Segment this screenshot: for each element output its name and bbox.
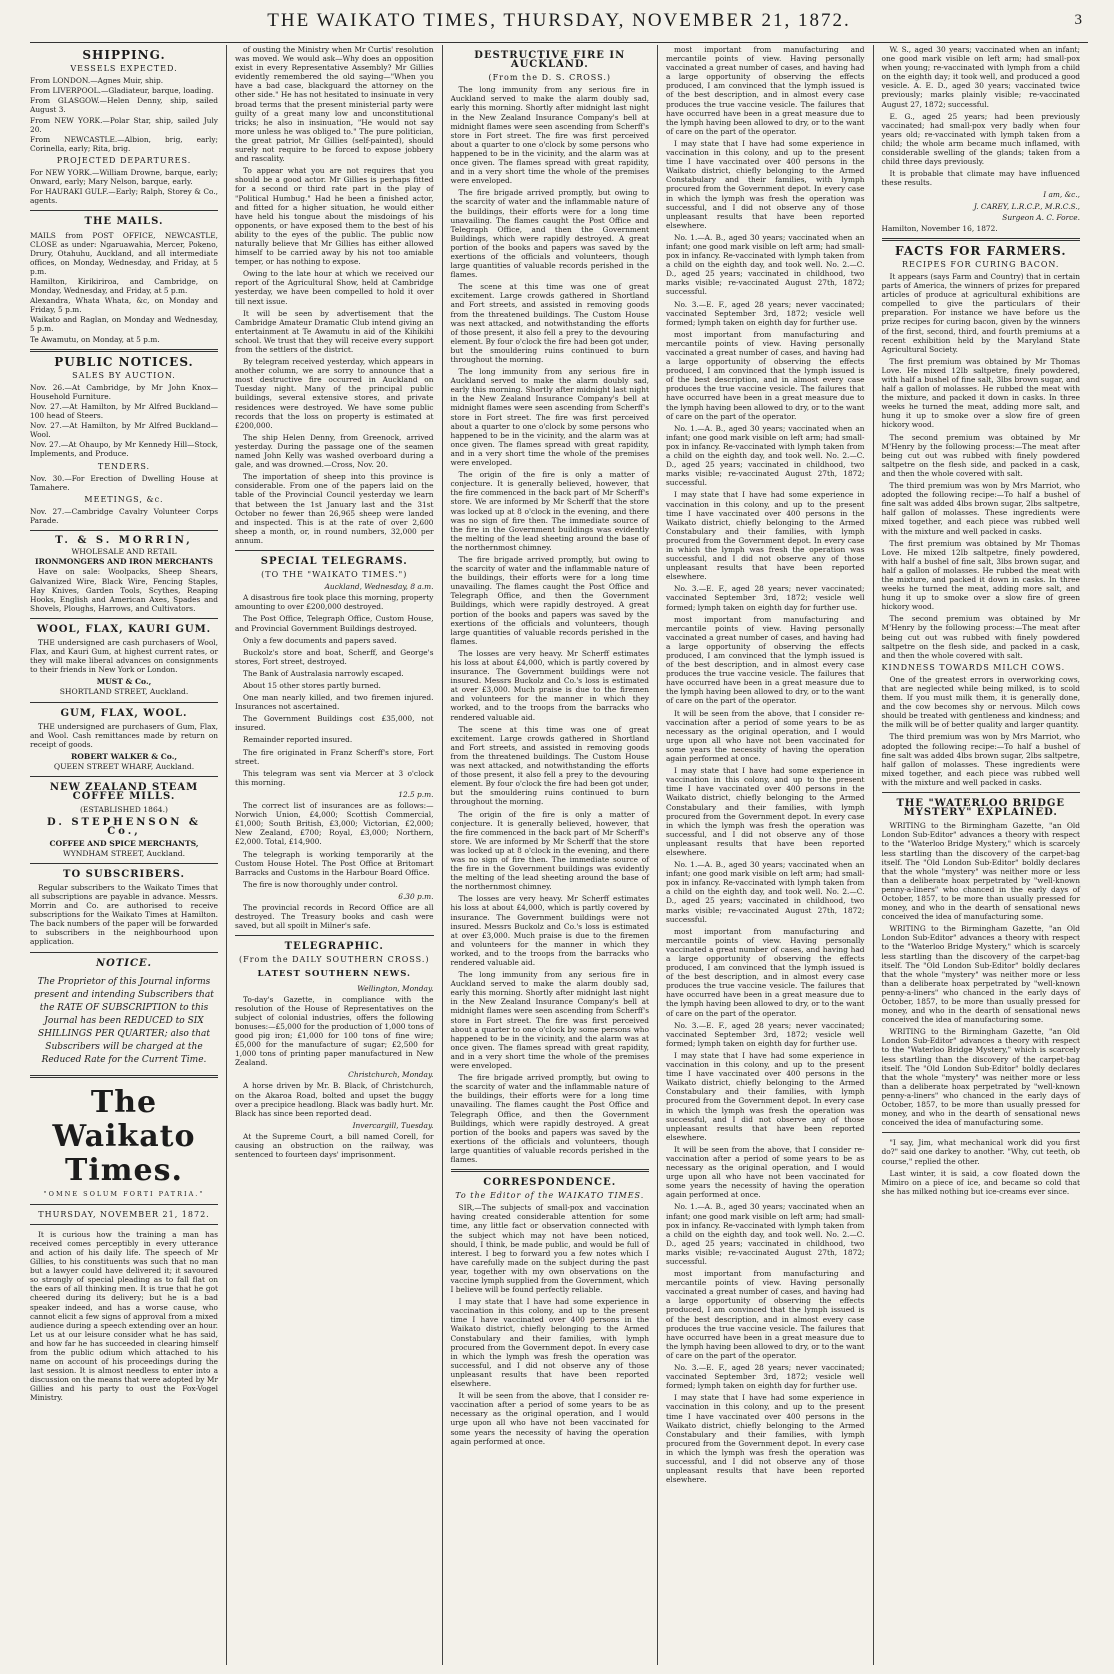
signature-date: Hamilton, November 16, 1872.	[881, 223, 998, 233]
news-place: Invercargill, Tuesday.	[352, 1120, 434, 1130]
divider	[30, 1204, 218, 1205]
columns	[30, 45, 1088, 1665]
telegram-line: Only a few documents and papers saved.	[243, 635, 397, 645]
vessels-expected-heading: VESSELS EXPECTED.	[70, 64, 178, 74]
column-5	[873, 45, 1089, 1665]
signature-title: Surgeon A. C. Force.	[1002, 212, 1080, 222]
dateline: THURSDAY, NOVEMBER 21, 1872.	[38, 1209, 210, 1219]
recipes-heading: RECIPES FOR CURING BACON.	[902, 259, 1060, 269]
divider	[882, 792, 1081, 793]
article-paragraph: The ship Helen Denny, from Greenock, arrived yesterday. During the passage one of the seamen named John Kelly was washed overboard during a gale, and was drowned.—Cross, Nov. 20.	[235, 432, 434, 470]
divider	[30, 952, 218, 953]
article-paragraph: It will be seen by advertisement that the Cambridge Amateur Dramatic Club intend giving an entertainment at Te Awamutu in aid of the Kihikihi school. We trust that they will receive every support from the settlers of the district.	[235, 308, 434, 354]
article-paragraph: To appear what you are not requires that you should be a good actor. Mr Gillies is perhaps fitted for a second or third rate part in the play of "Political Humbug." Had he been a finished actor, and fitted for a higher situation, he would either have held his tongue about the misdoings of his opponents, or have exposed them to the best of his ability to the eyes of the public. The public now naturally believe that Mr Gillies has either allowed himself to be carried away by his not too amiable temper, or has nothing to expose.	[235, 166, 434, 267]
article-paragraph: The fire brigade arrived promptly, but owing to the scarcity of water and the inflammable nature of the buildings, their efforts were for a long time unavailing. The flames caught the Post Office and Telegraph Office, and then the Government Buildings, which were rapidly destroyed. A great portion of the books and papers was saved by the exertions of the officials and volunteers, though large quantities of valuable records perished in the flames.	[450, 1073, 649, 1164]
letter-paragraph: No. 3.—E. F., aged 28 years; never vaccinated; vaccinated September 3rd, 1872; vesicle well formed; lymph taken on eighth day for further use.	[666, 299, 865, 327]
letter-paragraph: I may state that I have had some experience in vaccination in this colony, and up to the present time I have vaccinated over 400 persons in the Waikato district, chiefly belonging to the Armed Constabulary and their families, with lymph procured from the Government depot. In every case in which the lymph was fresh the operation was successful, and I did not observe any of those unpleasant results that have been reported elsewhere.	[666, 766, 865, 857]
letter-paragraph: most important from manufacturing and mercantile points of view. Having personally vaccinated a great number of cases, and having had a large opportunity of observing the effects produced, I am convinced that the lymph issued is of the best description, and in almost every case produces the true vaccine vesicle. The failures that have occurred have been in a great measure due to the lymph having been allowed to dry, or to the want of care on the part of the operator.	[666, 614, 865, 706]
article-paragraph: The first premium was obtained by Mr Thomas Love. He mixed 12lb saltpetre, finely powdered, with half a bushel of fine salt, 3lbs brown sugar, and half a gallon of molasses. He rubbed the meat with the mixture, and packed it down in casks. In three weeks he turned the meat, adding more salt, and hung it up to smoke over a slow fire of green hickory wood.	[881, 538, 1080, 612]
gum-heading: GUM, FLAX, WOOL.	[60, 707, 188, 719]
article-paragraph: The importation of sheep into this province is considerable. From one of the papers laid on the table of the Provincial Council yesterday we learn that between the 1st January last and the 31st October no fewer than 26,965 sheep were landed and inspected. This is at the rate of over 2,600 sheep a month, or, in round numbers, 32,000 per annum.	[235, 472, 434, 545]
letter-paragraph: No. 3.—E. F., aged 28 years; never vaccinated; vaccinated September 3rd, 1872; vesicle well formed; lymph taken on eighth day for further use.	[666, 1363, 865, 1391]
telegram-line: The fire is now thoroughly under control.	[243, 879, 398, 889]
telegram-time: 12.5 p.m.	[398, 789, 434, 799]
subscribers-body: Regular subscribers to the Waikato Times that all subscriptions are payable in advance. Messrs. Morrin and Co. are authorised to receive subscriptions for the Waikato Times at Hamilton. The back numbers of the paper will be forwarded to subscribers in the neighbourhood upon application.	[30, 882, 218, 947]
paper-motto: "OMNE SOLUM FORTI PATRIA."	[43, 1189, 205, 1198]
letter-paragraph: most important from manufacturing and mercantile points of view. Having personally vaccinated a great number of cases, and having had a large opportunity of observing the effects produced, I am convinced that the lymph issued is of the best description, and in almost every case produces the true vaccine vesicle. The failures that have occurred have been in a great measure due to the lymph having been allowed to dry, or to the want of care on the part of the operator.	[666, 926, 865, 1018]
telegram-line: The provincial records in Record Office are all destroyed. The Treasury books and cash were saved, but all spoilt in Milner's safe.	[235, 902, 434, 931]
gum-firm: ROBERT WALKER & Co.,	[71, 751, 177, 761]
article-paragraph: The long immunity from any serious fire in Auckland served to make the alarm doubly sad, early this morning. Shortly after midnight last night in the New Zealand Insurance Company's bell at midnight flames were seen ascending from Scherff's store in Fort street. The fire was first perceived about a quarter to one o'clock by some persons who happened to be in the vicinity, and the alarm was at once given. The flames spread with great rapidity, and in a very short time the whole of the premises were enveloped.	[450, 85, 649, 186]
list-item: MAILS from POST OFFICE, NEWCASTLE, CLOSE as under: Ngaruawahia, Mercer, Pokeno, Drury, Otahuhu, Auckland, and all intermediate offices, on Monday, Wednesday, and Friday, at 5 p.m.	[30, 230, 218, 276]
article-paragraph: By telegram received yesterday, which appears in another column, we are sorry to announce that a most destructive fire occurred in Auckland on Tuesday night. Many of the principal public buildings, several extensive stores, and private residences were destroyed. We have some public records that the loss on property is estimated at £200,000.	[235, 357, 434, 430]
masthead-rule	[30, 42, 1088, 43]
divider	[882, 238, 1081, 241]
coffee-heading: NEW ZEALAND STEAM COFFEE MILLS.	[49, 782, 199, 803]
letter-paragraph: E. G., aged 25 years; had been previously vaccinated; had small-pox very badly when four years old; re-vaccinated with lymph taken from a child; the whole arm became much inflamed, with considerable swelling of the glands; taken from a child three days previously.	[881, 111, 1080, 167]
telegram-line: The Post Office, Telegraph Office, Custom House, and Provincial Government Buildings destroyed.	[235, 614, 434, 633]
coffee-established: (ESTABLISHED 1864.)	[79, 805, 169, 815]
letter-paragraph: It will be seen from the above, that I consider re-vaccination after a period of some years to be as necessary as the original operation, and I would urge upon all who have not been vaccinated for some years the necessity of having the operation again performed at once.	[666, 1144, 865, 1200]
article-paragraph: Owing to the late hour at which we received our report of the Agricultural Show, held at Cambridge yesterday, we have been compelled to hold it over till next issue.	[235, 269, 434, 306]
telegram-line: This telegram was sent via Mercer at 3 o'clock this morning.	[235, 768, 434, 787]
correspondence-heading: CORRESPONDENCE.	[483, 1177, 617, 1189]
mails-heading: THE MAILS.	[84, 216, 164, 228]
letter-paragraph: I may state that I have had some experience in vaccination in this colony, and up to the present time I have vaccinated over 400 persons in the Waikato district, chiefly belonging to the Armed Constabulary and their families, with lymph procured from the Government depot. In every case in which the lymph was fresh the operation was successful, and I did not observe any of those unpleasant results that have been reported elsewhere.	[666, 138, 865, 230]
departures-list	[30, 168, 218, 205]
fire-source: (From the D. S. CROSS.)	[488, 73, 611, 83]
divider	[30, 863, 218, 864]
paper-title: The Waikato Times.	[52, 1084, 196, 1188]
article-paragraph: The losses are very heavy. Mr Scherff estimates his loss at about £4,000, which is partly covered by insurance. The Government buildings were not insured. Messrs Buckolz and Co.'s loss is estimated at over £3,000. Much praise is due to the firemen and volunteers for the manner in which they worked, and to the troops from the barracks who rendered valuable aid.	[450, 894, 649, 967]
morrin-trade: IRONMONGERS AND IRON MERCHANTS	[35, 557, 213, 567]
wool-address: SHORTLAND STREET, Auckland.	[59, 687, 189, 697]
morrin-body: Have on sale: Woolpacks, Sheep Shears, Galvanized Wire, Black Wire, Fencing Staples, Hay Knives, Garden Tools, Scythes, Reaping Hooks, English and American Axes, Spades and Shovels, Ploughs, Harrows, and Cultivators.	[30, 567, 218, 613]
article-paragraph: WRITING to the Birmingham Gazette, "an Old London Sub-Editor" advances a theory with respect to the "Waterloo Bridge Mystery," which is scarcely less startling than the discovery of the carpet-bag itself. The "Old London Sub-Editor" boldly declares that the whole "mystery" was neither more or less than a deliberate hoax perpetrated by "well-known penny-a-liners" who chanced in the early days of October, 1857, to be more than usually pressed for money, and who in the dearth of sensational news conceived the idea of manufacturing some.	[881, 821, 1080, 922]
article-paragraph: The losses are very heavy. Mr Scherff estimates his loss at about £4,000, which is partly covered by insurance. The Government buildings were not insured. Messrs Buckolz and Co.'s loss is estimated at over £3,000. Much praise is due to the firemen and volunteers for the manner in which they worked, and to the troops from the barracks who rendered valuable aid.	[450, 648, 649, 722]
letter-paragraph: It will be seen from the above, that I consider re-vaccination after a period of some years to be as necessary as the original operation, and I would urge upon all who have not been vaccinated for some years the necessity of having the operation again performed at once.	[666, 708, 865, 764]
latest-news-heading: LATEST SOUTHERN NEWS.	[257, 969, 411, 980]
article-paragraph: The origin of the fire is only a matter of conjecture. It is generally believed, however, that the fire commenced in the back part of Mr Scherff's store. We are informed by Mr Scherff that the store was locked up at 8 o'clock in the evening, and there was no sign of fire then. The immediate source of the fire in the Government buildings was evidently the melting of the lead sheeting around the base of the northernmost chimney.	[450, 809, 649, 892]
article-paragraph: The origin of the fire is only a matter of conjecture. It is generally believed, however, that the fire commenced in the back part of Mr Scherff's store. We are informed by Mr Scherff that the store was locked up at 8 o'clock in the evening, and there was no sign of fire then. The immediate source of the fire in the Government buildings was evidently the melting of the lead sheeting around the base of the northernmost chimney.	[450, 470, 649, 552]
coffee-firm: D. STEPHENSON & Co.,	[47, 817, 201, 838]
article-paragraph: The scene at this time was one of great excitement. Large crowds gathered in Shortland and Fort streets, and assisted in removing goods from the threatened buildings. The Custom House was next attacked, and notwithstanding the efforts of those present, it also fell a prey to the devouring element. By four o'clock the fire had been got under, but the smouldering ruins continued to burn throughout the morning.	[450, 282, 649, 364]
telegram-line: The Government Buildings cost £35,000, not insured.	[235, 714, 434, 733]
letter-paragraph: No. 1.—A. B., aged 30 years; vaccinated when an infant; one good mark visible on left arm; had small-pox in infancy. Re-vaccinated with lymph taken from a child on the eighth day, and took well. No. 2.—C. D., aged 25 years; vaccinated in childhood, two marks visible; re-vaccinated August 27th, 1872; successful.	[666, 1202, 865, 1266]
article-paragraph: The fire brigade arrived promptly, but owing to the scarcity of water and the inflammable nature of the buildings, their efforts were for a long time unavailing. The flames caught the Post Office and Telegraph Office, and then the Government Buildings, which were rapidly destroyed. A great portion of the books and papers was saved by the exertions of the officials and volunteers, though large quantities of valuable records perished in the flames.	[450, 554, 649, 646]
telegram-dateline: Auckland, Wednesday, 8 a.m.	[324, 582, 434, 592]
divider	[30, 618, 218, 619]
telegrams-subheading: (TO THE "WAIKATO TIMES.")	[261, 570, 408, 580]
news-paragraph: A horse driven by Mr. B. Black, of Christchurch, on the Akaroa Road, bolted and upset the buggy over a precipice headlong. Black was badly hurt. Mr. Black has since been reported dead.	[235, 1081, 434, 1118]
list-item: Te Awamutu, on Monday, at 5 p.m.	[30, 334, 160, 344]
news-paragraph: To-day's Gazette, in compliance with the resolution of the House of Representatives on the subject of colonial industries, offers the following bonuses:—£5,000 for the production of 1,000 tons of good pig iron; £1,000 for 100 tons of fine wire; £5,000 for the manufacture of sugar; £2,500 for 1,000 tons of printing paper manufactured in New Zealand.	[235, 994, 434, 1068]
wool-body: THE undersigned are cash purchasers of Wool, Flax, and Kauri Gum, at highest current rates, or they will make liberal advances on consignments to their friends in New York or London.	[30, 637, 218, 675]
news-place: Christchurch, Monday.	[348, 1070, 434, 1080]
sales-list	[30, 383, 218, 459]
bridge-heading: THE "WATERLOO BRIDGE MYSTERY" EXPLAINED.	[896, 798, 1066, 819]
meetings-heading: MEETINGS, &c.	[84, 494, 164, 504]
list-item: From LIVERPOOL.—Gladiateur, barque, loading.	[30, 86, 214, 96]
letter-paragraph: W. S., aged 30 years; vaccinated when an infant; one good mark visible on left arm; had small-pox when young; re-vaccinated with lymph from a child on the eighth day; it took well, and produced a good vesicle. A. E. D., aged 30 years; vaccinated twice previously; marks plainly visible; re-vaccinated August 27, 1872; successful.	[881, 45, 1080, 109]
letter-paragraph: I may state that I have had some experience in vaccination in this colony, and up to the present time I have vaccinated over 400 persons in the Waikato district, chiefly belonging to the Armed Constabulary and their families, with lymph procured from the Government depot. In every case in which the lymph was fresh the operation was successful, and I did not observe any of those unpleasant results that have been reported elsewhere.	[666, 490, 865, 582]
notice-text: The Proprietor of this Journal informs present and intending Subscribers that the RATE OF SUBSCRIPTION to this Journal has been REDUCED to SIX SHILLINGS PER QUARTER; also that Subscribers will be charged at the Reduced Rate for the Current Time.	[34, 976, 214, 1065]
expected-list	[30, 76, 218, 153]
article-paragraph: The second premium was obtained by Mr M'Henry by the following process:—The meat after being cut out was rubbed with finely powdered saltpetre on the flesh side, and packed in a cask, and then the whole covered with salt.	[881, 432, 1080, 478]
list-item: For NEW YORK.—William Drowne, barque, early; Onward, early; Mary Nelson, barque, early.	[30, 168, 218, 187]
coffee-trade: COFFEE AND SPICE MERCHANTS,	[49, 838, 199, 848]
morrin-sub: WHOLESALE AND RETAIL	[71, 547, 177, 557]
divider	[30, 530, 218, 531]
letter-paragraph: I may state that I have had some experience in vaccination in this colony, and up to the present time I have vaccinated over 400 persons in the Waikato district, chiefly belonging to the Armed Constabulary and their families, with lymph procured from the Government depot. In every case in which the lymph was fresh the operation was successful, and I did not observe any of those unpleasant results that have been reported elsewhere.	[666, 1050, 865, 1142]
column-3	[442, 45, 658, 1665]
article-paragraph: It appears (says Farm and Country) that in certain parts of America, the winners of prizes for prepared articles of produce at agricultural exhibitions are compelled to give the particulars of their preparation. For instance we have before us the prize recipes for curing bacon, given by the winners of the first, second, third, and fourth premiums at a recent exhibition held by the Maryland State Agricultural Society.	[881, 271, 1080, 354]
anecdote-paragraph: "I say, Jim, what mechanical work did you first do?" said one darkey to another. "Why, cut teeth, ob course," replied the other.	[881, 1138, 1080, 1166]
signature-name: J. CAREY, L.R.C.P., M.R.C.S.,	[973, 201, 1080, 211]
letter-paragraph: most important from manufacturing and mercantile points of view. Having personally vaccinated a great number of cases, and having had a large opportunity of observing the effects produced, I am convinced that the lymph issued is of the best description, and in almost every case produces the true vaccine vesicle. The failures that have occurred have been in a great measure due to the lymph having been allowed to dry, or to the want of care on the part of the operator.	[666, 329, 865, 421]
list-item: Hamilton, Kirikiriroa, and Cambridge, on Monday, Wednesday, and Friday, at 5 p.m.	[30, 276, 218, 296]
divider	[235, 935, 434, 936]
article-paragraph: The scene at this time was one of great excitement. Large crowds gathered in Shortland and Fort streets, and assisted in removing goods from the threatened buildings. The Custom House was next attacked, and notwithstanding the efforts of those present, it also fell a prey to the devouring element. By four o'clock the fire had been got under, but the smouldering ruins continued to burn throughout the morning.	[450, 724, 649, 807]
wool-firm: MUST & Co.,	[96, 677, 152, 687]
wool-heading: WOOL, FLAX, KAURI GUM.	[36, 623, 212, 635]
list-item: Nov. 27.—At Ohaupo, by Mr Kennedy Hill—Stock, Implements, and Produce.	[30, 440, 218, 459]
telegram-line: The correct list of insurances are as follows:—Norwich Union, £4,000; Scottish Commercial, £1,000; South British, £3,000; Victorian, £2,000; New Zealand, £700; Royal, £3,000; Northern, £2,000. Total, £14,900.	[235, 801, 434, 847]
letter-paragraph: I may state that I have had some experience in vaccination in this colony, and up to the present time I have vaccinated over 400 persons in the Waikato district, chiefly belonging to the Armed Constabulary and their families, with lymph procured from the Government depot. In every case in which the lymph was fresh the operation was successful, and I did not observe any of those unpleasant results that have been reported elsewhere.	[666, 1393, 865, 1485]
list-item: Nov. 26.—At Cambridge, by Mr John Knox—Household Furniture.	[30, 382, 218, 401]
article-paragraph: The second premium was obtained by Mr M'Henry by the following process:—The meat after being cut out was rubbed with finely powdered saltpetre on the flesh side, and packed in a cask, and then the whole covered with salt.	[881, 614, 1080, 660]
divider	[30, 776, 218, 777]
tenders-text: Nov. 30.—For Erection of Dwelling House at Tamahere.	[30, 473, 218, 492]
list-item: Nov. 27.—At Hamilton, by Mr Alfred Buckland—100 head of Steers.	[30, 402, 218, 421]
telegram-line: Buckolz's store and boat, Scherff, and George's stores, Fort street, destroyed.	[235, 647, 434, 666]
divider	[30, 1224, 218, 1225]
telegram-time: 6.30 p.m.	[398, 891, 434, 901]
divider	[30, 1075, 218, 1078]
public-notices-heading: PUBLIC NOTICES.	[54, 354, 194, 369]
article-paragraph: The first premium was obtained by Mr Thomas Love. He mixed 12lb saltpetre, finely powdered, with half a bushel of fine salt, 3lbs brown sugar, and half a gallon of molasses. He rubbed the meat with the mixture, and packed it down in casks. In three weeks he turned the meat, adding more salt, and hung it up to smoke over a slow fire of green hickory wood.	[881, 356, 1080, 430]
sales-heading: SALES BY AUCTION.	[72, 370, 176, 380]
divider	[235, 550, 434, 551]
divider	[30, 349, 218, 352]
correspondence-to: To the Editor of the WAIKATO TIMES.	[455, 1191, 645, 1201]
shipping-heading: SHIPPING.	[82, 48, 166, 62]
telegram-line: The telegraph is working temporarily at the Custom House Hotel. The Post Office at Britomart Barracks and Customs in the Harbour Board Office.	[235, 849, 434, 877]
masthead-title: THE WAIKATO TIMES, THURSDAY, NOVEMBER 21, 1872.	[267, 10, 851, 31]
telegraphic-source: (From the DAILY SOUTHERN CROSS.)	[239, 955, 430, 965]
telegram-line: About 15 other stores partly burned.	[243, 681, 381, 690]
article-paragraph: WRITING to the Birmingham Gazette, "an Old London Sub-Editor" advances a theory with respect to the "Waterloo Bridge Mystery," which is scarcely less startling than the discovery of the carpet-bag itself. The "Old London Sub-Editor" boldly declares that the whole "mystery" was neither more or less than a deliberate hoax perpetrated by "well-known penny-a-liners" who chanced in the early days of October, 1857, to be more than usually pressed for money, and who in the dearth of sensational news conceived the idea of manufacturing some.	[881, 1027, 1080, 1128]
divider	[451, 1169, 650, 1172]
masthead	[30, 0, 1088, 42]
column-4	[657, 45, 873, 1665]
list-item: For HAURAKI GULF.—Early; Ralph, Storey & Co., agents.	[30, 187, 218, 206]
letter-paragraph: It is probable that climate may have influenced these results.	[881, 169, 1080, 188]
list-item: From NEW YORK.—Polar Star, ship, sailed July 20.	[30, 115, 218, 134]
article-paragraph: The third premium was won by Mrs Marriot, who adopted the following recipe:—To half a bushel of fine salt was added 4lbs brown sugar, 2lbs saltpetre, half gallon of molasses. These ingredients were mixed together, and each piece was rubbed well with the mixture and well packed in casks.	[881, 732, 1080, 787]
article-paragraph: The fire brigade arrived promptly, but owing to the scarcity of water and the inflammable nature of the buildings, their efforts were for a long time unavailing. The flames caught the Post Office and Telegraph Office, and then the Government Buildings, which were rapidly destroyed. A great portion of the books and papers was saved by the exertions of the officials and volunteers, though large quantities of valuable records perished in the flames.	[450, 188, 649, 280]
fire-heading: DESTRUCTIVE FIRE IN AUCKLAND.	[474, 50, 626, 71]
divider	[30, 702, 218, 703]
notice-heading: NOTICE.	[95, 957, 153, 969]
divider	[882, 1132, 1081, 1133]
letter-paragraph: No. 1.—A. B., aged 30 years; vaccinated when an infant; one good mark visible on left arm; had small-pox in infancy. Re-vaccinated with lymph taken from a child on the eighth day, and took well. No. 2.—C. D., aged 25 years; vaccinated in childhood, two marks visible; re-vaccinated August 27th, 1872; successful.	[666, 860, 865, 924]
tenders-heading: TENDERS.	[97, 461, 151, 471]
list-item: From GLASGOW.—Helen Denny, ship, sailed August 3.	[30, 96, 218, 115]
page-number: 3	[1074, 12, 1084, 28]
anecdote-paragraph: Last winter, it is said, a cow floated down the Mimiro on a piece of ice, and became so cold that she has milked nothing but ice-creams ever since.	[881, 1168, 1080, 1196]
paper-title-block	[30, 1086, 218, 1225]
letter-paragraph: No. 3.—E. F., aged 28 years; never vaccinated; vaccinated September 3rd, 1872; vesicle well formed; lymph taken on eighth day for further use.	[666, 584, 865, 612]
coffee-address: WYNDHAM STREET, Auckland.	[62, 848, 186, 858]
subscribers-heading: TO SUBSCRIBERS.	[63, 868, 185, 880]
article-paragraph: The third premium was won by Mrs Marriot, who adopted the following recipe:—To half a bushel of fine salt was added 4lbs brown sugar, 2lbs saltpetre, half gallon of molasses. These ingredients were mixed together, and each piece was rubbed well with the mixture and well packed in casks.	[881, 481, 1080, 536]
list-item: From LONDON.—Agnes Muir, ship.	[30, 76, 164, 86]
letter-paragraph: most important from manufacturing and mercantile points of view. Having personally vaccinated a great number of cases, and having had a large opportunity of observing the effects produced, I am convinced that the lymph issued is of the best description, and in almost every case produces the true vaccine vesicle. The failures that have occurred have been in a great measure due to the lymph having been allowed to dry, or to the want of care on the part of the operator.	[666, 45, 865, 136]
telegram-line: Remainder reported insured.	[243, 735, 353, 745]
article-paragraph: The long immunity from any serious fire in Auckland served to make the alarm doubly sad, early this morning. Shortly after midnight last night in the New Zealand Insurance Company's bell at midnight flames were seen ascending from Scherff's store in Fort street. The fire was first perceived about a quarter to one o'clock by some persons who happened to be in the vicinity, and the alarm was at once given. The flames spread with great rapidity, and in a very short time the whole of the premises were enveloped.	[450, 367, 649, 468]
news-paragraph: At the Supreme Court, a bill named Corell, for causing an obstruction on the railway, was sentenced to fourteen days' imprisonment.	[235, 1131, 434, 1160]
letter-paragraph: most important from manufacturing and mercantile points of view. Having personally vaccinated a great number of cases, and having had a large opportunity of observing the effects produced, I am convinced that the lymph issued is of the best description, and in almost every case produces the true vaccine vesicle. The failures that have occurred have been in a great measure due to the lymph having been allowed to dry, or to the want of care on the part of the operator.	[666, 1269, 865, 1360]
meetings-text: Nov. 27.—Cambridge Cavalry Volunteer Corps Parade.	[30, 506, 218, 526]
divider	[30, 210, 218, 211]
departures-heading: PROJECTED DEPARTURES.	[56, 155, 192, 165]
facts-heading: FACTS FOR FARMERS.	[895, 243, 1067, 258]
morrin-firm: T. & S. MORRIN,	[55, 535, 193, 547]
gum-address: QUEEN STREET WHARF, Auckland.	[53, 762, 195, 771]
letter-paragraph: No. 1.—A. B., aged 30 years; vaccinated when an infant; one good mark visible on left arm; had small-pox in infancy. Re-vaccinated with lymph taken from a child on the eighth day, and took well. No. 2.—C. D., aged 25 years; vaccinated in childhood, two marks visible; re-vaccinated August 27th, 1872; successful.	[666, 232, 865, 297]
mails-list	[30, 231, 218, 344]
news-place: Wellington, Monday.	[357, 983, 434, 993]
list-item: Waikato and Raglan, on Monday and Wednesday, 5 p.m.	[30, 315, 218, 334]
article-paragraph: The long immunity from any serious fire in Auckland served to make the alarm doubly sad, early this morning. Shortly after midnight last night in the New Zealand Insurance Company's bell at midnight flames were seen ascending from Scherff's store in Fort street. The fire was first perceived about a quarter to one o'clock by some persons who happened to be in the vicinity, and the alarm was at once given. The flames spread with great rapidity, and in a very short time the whole of the premises were enveloped.	[450, 970, 649, 1071]
column-1	[30, 45, 226, 1665]
list-item: Nov. 27.—At Hamilton, by Mr Alfred Buckland—Wool.	[30, 421, 218, 440]
signature-line: I am, &c.,	[1043, 190, 1080, 200]
letter-paragraph: No. 3.—E. F., aged 28 years; never vaccinated; vaccinated September 3rd, 1872; vesicle well formed; lymph taken on eighth day for further use.	[666, 1020, 865, 1048]
article-paragraph: One of the greatest errors in overworking cows, that are neglected while being milked, is to scold them. If you must milk them, it is generally done, and the cow becomes shy or nervous. Milch cows should be treated with gentleness and kindness; and the milk will be of better quality and larger quantity.	[881, 674, 1080, 730]
telegram-line: One man nearly killed, and two firemen injured. Insurances not ascertained.	[235, 693, 434, 712]
telegraphic-heading: TELEGRAPHIC.	[284, 941, 384, 953]
letter-paragraph: SIR,—The subjects of small-pox and vaccination having created considerable attention for some time, any little fact or observation connected with the subject which may not have been noticed, should, I think, be made public, and would be full of interest. I beg to forward you a few notes which I have carefully made on the subject during the past year, together with my own observations on the vaccine lymph supplied from the Government, which I believe will be found perfectly reliable.	[450, 1203, 649, 1295]
list-item: From NEWCASTLE.—Albion, brig, early; Corinella, early; Rita, brig.	[30, 134, 218, 153]
list-item: Alexandra, Whata Whata, &c, on Monday and Friday, 5 p.m.	[30, 296, 218, 315]
letter-paragraph: No. 1.—A. B., aged 30 years; vaccinated when an infant; one good mark visible on left arm; had small-pox in infancy. Re-vaccinated with lymph taken from a child on the eighth day, and took well. No. 2.—C. D., aged 25 years; vaccinated in childhood, two marks visible; re-vaccinated August 27th, 1872; successful.	[666, 423, 865, 488]
kindness-heading: KINDNESS TOWARDS MILCH COWS.	[881, 662, 1066, 672]
telegram-line: The fire originated in Franz Scherff's store, Fort street.	[235, 747, 434, 766]
telegram-line: A disastrous fire took place this morning, property amounting to over £200,000 destroyed.	[235, 593, 434, 612]
article-paragraph: WRITING to the Birmingham Gazette, "an Old London Sub-Editor" advances a theory with respect to the "Waterloo Bridge Mystery," which is scarcely less startling than the discovery of the carpet-bag itself. The "Old London Sub-Editor" boldly declares that the whole "mystery" was neither more or less than a deliberate hoax perpetrated by "well-known penny-a-liners" who chanced in the early days of October, 1857, to be more than usually pressed for money, and who in the dearth of sensational news conceived the idea of manufacturing some.	[881, 924, 1080, 1025]
editorial-text: It is curious how the training a man has received comes perceptibly in every utterance and action of his daily life. The speech of Mr Gillies, to his constituents was such that no man but a lawyer could have delivered it; it savoured so strongly of special pleading as to fall flat on the ears of all thinking men. It is true that he got cheered during its delivery; but he is a bad speaker indeed, and has a worse cause, who cannot elicit a few signs of approval from a mixed audience during a speech extending over an hour. Let us at our leisure consider what he has said, and how far he has succeeded in clearing himself from the public odium which attached to his name on account of his proceedings during the last session. It is almost needless to enter into a discussion on the means that were adopted by Mr Gillies and his party to oust the Fox-Vogel Ministry.	[30, 1229, 218, 1403]
column-2	[226, 45, 442, 1665]
special-telegrams-heading: SPECIAL TELEGRAMS.	[260, 555, 408, 567]
letter-paragraph: It will be seen from the above, that I consider re-vaccination after a period of some years to be as necessary as the original operation, and I would urge upon all who have not been vaccinated for some years the necessity of having the operation again performed at once.	[450, 1391, 649, 1446]
letter-paragraph: I may state that I have had some experience in vaccination in this colony, and up to the present time I have vaccinated over 400 persons in the Waikato district, chiefly belonging to the Armed Constabulary and their families, with lymph procured from the Government depot. In every case in which the lymph was fresh the operation was successful, and I did not observe any of those unpleasant results that have been reported elsewhere.	[450, 1297, 649, 1389]
telegram-line: The Bank of Australasia narrowly escaped.	[243, 668, 404, 678]
article-paragraph: of ousting the Ministry when Mr Curtis' resolution was moved. We would ask—Why does an opposition exist in every Representative Assembly? Mr Gillies evidently remembered the old saying—"When you have a bad case, blackguard the attorney on the other side." He has not hesitated to insinuate in very broad terms that the present ministerial party were guilty of a great many low and unconstitutional tricks; he also in insinuation, "He would not say more unless he was obliged to." The pure politician, the great patriot, Mr Gillies (self-painted), should surely not require to be forced to expose jobbery and rascality.	[235, 45, 434, 164]
gum-body: THE undersigned are purchasers of Gum, Flax, and Wool. Cash remittances made by return on receipt of goods.	[30, 721, 218, 749]
